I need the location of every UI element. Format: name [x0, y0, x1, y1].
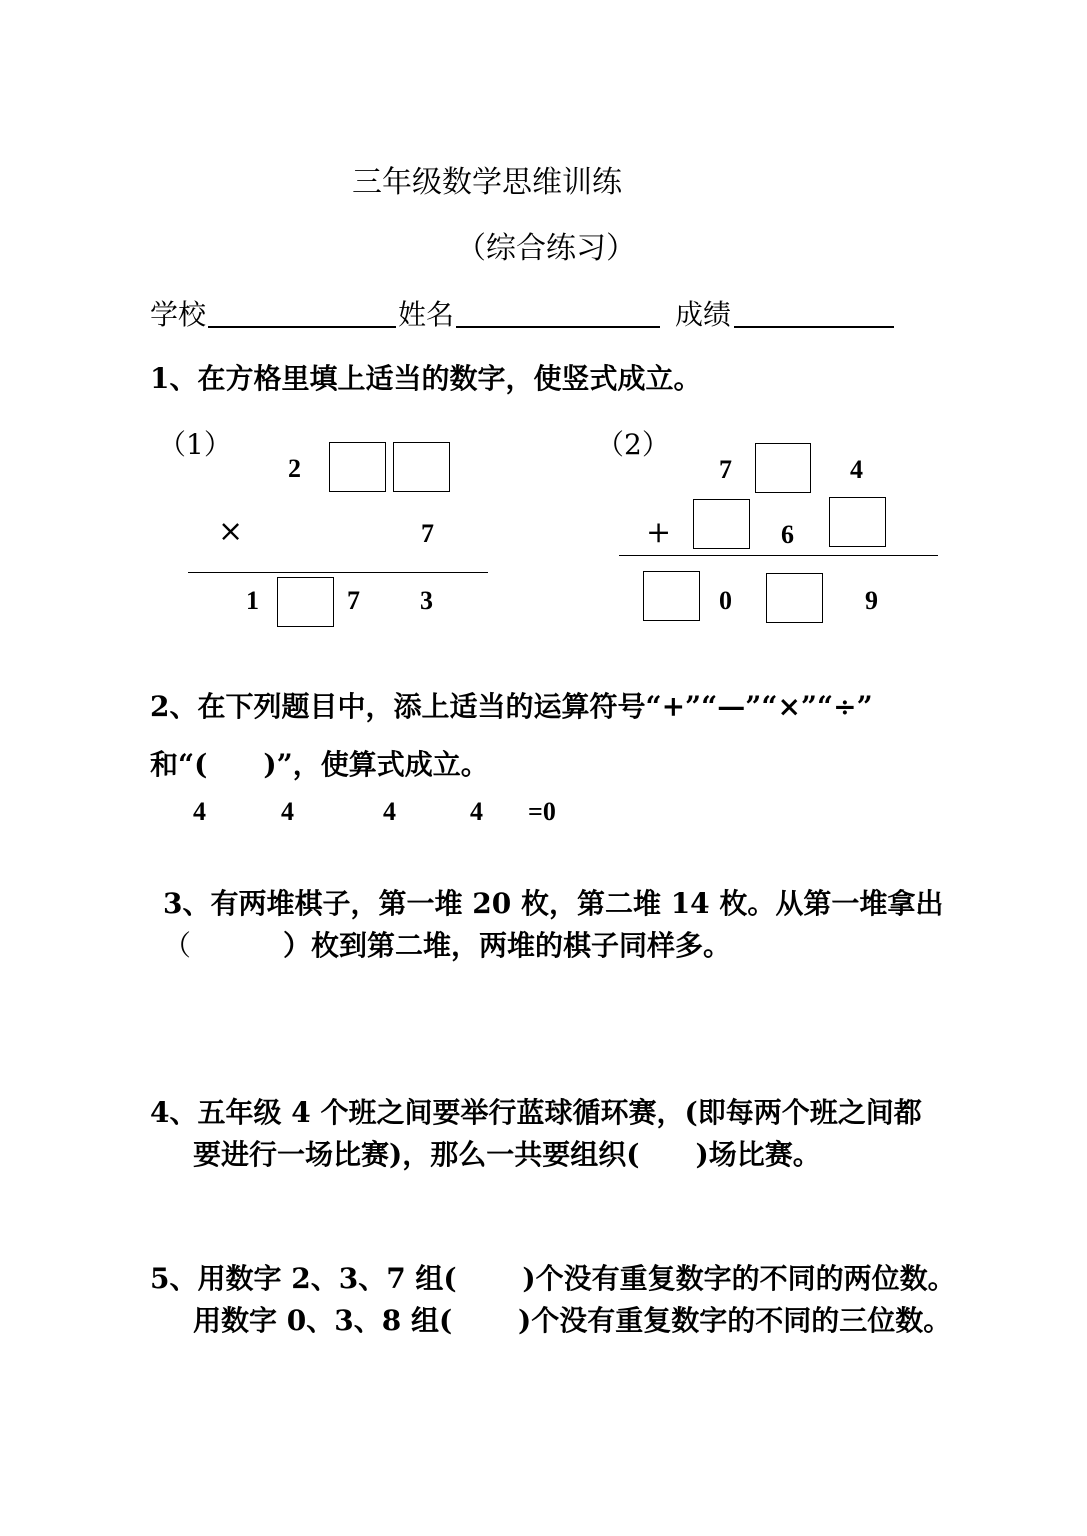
q3-line-1: 3、有两堆棋子，第一堆 20 枚，第二堆 14 枚。从第一堆拿出 — [163, 887, 944, 920]
q2-num-2: 4 — [281, 797, 294, 826]
name-blank[interactable] — [456, 326, 660, 328]
q1-p2-box-second-1[interactable] — [693, 499, 750, 549]
q1-p2-box-second-2[interactable] — [829, 497, 886, 547]
q3-line-2: ）枚到第二堆，两堆的棋子同样多。 — [283, 929, 732, 962]
q4-line-1: 4、五年级 4 个班之间要举行蓝球循环赛，(即每两个班之间都 — [150, 1096, 922, 1129]
q1-p2-label: （2） — [596, 428, 670, 461]
q1-p1-result-3: 3 — [420, 586, 433, 615]
q1-p2-box-result-2[interactable] — [766, 573, 823, 623]
school-label: 学校 — [150, 298, 207, 331]
q1-p1-rule — [188, 572, 488, 573]
q1-p2-result-1: 0 — [719, 586, 732, 615]
school-blank[interactable] — [208, 326, 396, 328]
q1-p2-rule — [619, 555, 938, 556]
q1-p1-box-top-1[interactable] — [329, 442, 386, 492]
page-title: 三年级数学思维训练 — [352, 165, 622, 200]
q1-p2-top-digit-1: 7 — [719, 455, 732, 484]
score-blank[interactable] — [734, 326, 894, 328]
q5-line-2: 用数字 0、3、8 组( )个没有重复数字的不同的三位数。 — [193, 1304, 952, 1337]
q1-p1-label: （1） — [158, 428, 232, 461]
q2-line-1: 2、在下列题目中，添上适当的运算符号“+”“—”“×”“÷” — [150, 690, 873, 723]
q1-p1-times-sign: × — [218, 514, 244, 549]
q1-p1-multiplier: 7 — [421, 519, 434, 548]
name-label: 姓名 — [398, 298, 455, 331]
q5-line-1: 5、用数字 2、3、7 组( )个没有重复数字的不同的两位数。 — [150, 1262, 956, 1295]
q4-line-2: 要进行一场比赛)，那么一共要组织( )场比赛。 — [193, 1138, 821, 1171]
page-subtitle: （综合练习） — [456, 231, 636, 266]
q2-line-2: 和“( )”，使算式成立。 — [150, 748, 489, 781]
q1-p1-result-1: 1 — [246, 586, 259, 615]
q1-p2-box-top[interactable] — [755, 443, 811, 493]
q2-num-3: 4 — [383, 797, 396, 826]
score-label: 成绩 — [675, 298, 732, 331]
q1-p2-plus-sign: + — [646, 515, 672, 550]
q1-p2-top-digit-2: 4 — [850, 455, 863, 484]
q1-p2-result-2: 9 — [865, 586, 878, 615]
q2-num-4: 4 — [470, 797, 483, 826]
q1-prompt: 1、在方格里填上适当的数字，使竖式成立。 — [150, 362, 702, 395]
q2-equals-zero: =0 — [528, 797, 556, 826]
q1-p2-second-digit: 6 — [781, 520, 794, 549]
q1-p1-top-digit: 2 — [288, 454, 301, 483]
q1-p1-box-result[interactable] — [277, 577, 334, 627]
q1-p2-box-result-1[interactable] — [643, 571, 700, 621]
q1-p1-result-2: 7 — [347, 586, 360, 615]
q1-p1-box-top-2[interactable] — [393, 442, 450, 492]
q2-num-1: 4 — [193, 797, 206, 826]
q3-open-paren: （ — [163, 929, 192, 962]
